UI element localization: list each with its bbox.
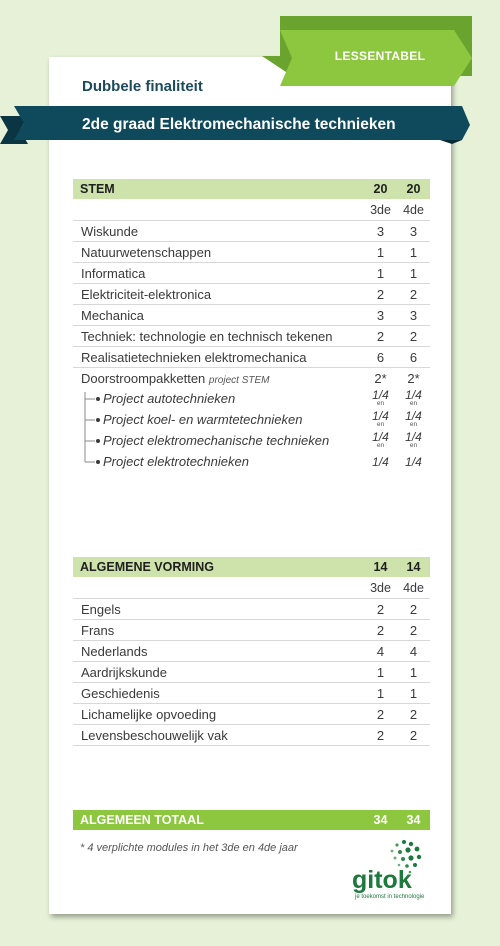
project-row: [73, 451, 430, 472]
hours-4de: 1: [397, 683, 430, 704]
total-3de: 34: [373, 813, 388, 827]
project-row: [73, 409, 430, 430]
project-row: [73, 388, 430, 409]
project-tree-lines: [83, 392, 103, 464]
fraction-3de: 1/4: [372, 455, 389, 469]
table-row: [73, 683, 430, 704]
fraction-4de: 1/4: [405, 429, 422, 444]
subject-label: Aardrijkskunde: [73, 662, 364, 683]
table-row: [73, 305, 430, 326]
algemene-hours-4de: 14: [397, 557, 430, 577]
table-row: [73, 641, 430, 662]
stem-table: [73, 179, 430, 472]
hours-4de: 4: [397, 641, 430, 662]
subject-label: Mechanica: [73, 305, 364, 326]
hours-3de: 2: [364, 725, 397, 746]
fraction-4de: 1/4: [405, 387, 422, 402]
grade-label: 4de: [403, 202, 424, 217]
page-title: Dubbele finaliteit: [82, 78, 203, 95]
en-separator: en: [376, 441, 385, 449]
hours-4de: 2: [397, 326, 430, 347]
footnote: * 4 verplichte modules in het 3de en 4de jaar: [80, 842, 298, 854]
algemene-hours-3de: 14: [364, 557, 397, 577]
total-row: [73, 810, 430, 830]
hours-4de: 6: [397, 347, 430, 368]
gitok-logo: gitok: [352, 866, 412, 894]
en-separator: en: [376, 399, 385, 407]
doorstroom-tag: project STEM: [208, 374, 270, 386]
hours-3de: 2: [364, 326, 397, 347]
hours-3de: 2*: [364, 368, 397, 389]
hours-4de: 3: [397, 305, 430, 326]
project-label: Project elektromechanische technieken: [103, 433, 330, 448]
lessentabel-label: LESSENTABEL: [334, 49, 426, 63]
subject-label: Frans: [73, 620, 364, 641]
hours-4de: 2: [397, 599, 430, 620]
en-separator: en: [376, 420, 385, 428]
hours-4de: 2: [397, 704, 430, 725]
en-separator: en: [409, 399, 418, 407]
stem-hours-3de: 20: [364, 179, 397, 199]
subject-label: Informatica: [73, 263, 364, 284]
hours-3de: 4: [364, 641, 397, 662]
project-row: [73, 430, 430, 451]
table-row: [73, 599, 430, 620]
project-label: Project koel- en warmtetechnieken: [103, 412, 303, 427]
doorstroom-label: Doorstroompakketten: [81, 370, 206, 386]
grade-label: 3de: [370, 580, 391, 595]
fraction-3de: 1/4: [372, 429, 389, 444]
hours-4de: 2: [397, 284, 430, 305]
subject-label: Lichamelijke opvoeding: [73, 704, 364, 725]
total-4de: 34: [406, 813, 421, 827]
total-label: ALGEMEEN TOTAAL: [80, 813, 204, 827]
subject-label: Wiskunde: [73, 221, 364, 242]
project-label: Project autotechnieken: [103, 391, 236, 406]
subject-label: Realisatietechnieken elektromechanica: [73, 347, 364, 368]
hours-4de: 2*: [397, 368, 430, 389]
subject-label: Levensbeschouwelijk vak: [73, 725, 364, 746]
hours-3de: 3: [364, 305, 397, 326]
fraction-4de: 1/4: [405, 408, 422, 423]
hours-3de: 2: [364, 620, 397, 641]
en-separator: en: [409, 420, 418, 428]
fraction-4de: 1/4: [405, 455, 422, 469]
grade-label: 3de: [370, 202, 391, 217]
hours-3de: 2: [364, 599, 397, 620]
subject-label: Geschiedenis: [73, 683, 364, 704]
subject-label: Elektriciteit-elektronica: [73, 284, 364, 305]
hours-3de: 1: [364, 263, 397, 284]
project-label: Project elektrotechnieken: [103, 454, 249, 469]
algemene-vorming-table: [73, 557, 430, 746]
hours-3de: 1: [364, 662, 397, 683]
table-row: [73, 725, 430, 746]
table-row: [73, 242, 430, 263]
hours-3de: 3: [364, 221, 397, 242]
hours-4de: 1: [397, 263, 430, 284]
table-row: [73, 347, 430, 368]
grade-label: 4de: [403, 580, 424, 595]
subject-label: Techniek: technologie en technisch tekenen: [73, 326, 364, 347]
fraction-3de: 1/4: [372, 387, 389, 402]
doorstroom-row: [73, 368, 430, 389]
hours-3de: 1: [364, 242, 397, 263]
table-row: [73, 704, 430, 725]
hours-3de: 2: [364, 704, 397, 725]
subject-label: Nederlands: [73, 641, 364, 662]
hours-4de: 1: [397, 662, 430, 683]
stem-grade-row: [73, 199, 430, 221]
table-row: [73, 662, 430, 683]
subject-label: Engels: [73, 599, 364, 620]
programme-title: 2de graad Elektromechanische technieken: [82, 116, 396, 133]
fraction-3de: 1/4: [372, 408, 389, 423]
hours-4de: 3: [397, 221, 430, 242]
stem-hours-4de: 20: [397, 179, 430, 199]
subject-label: Natuurwetenschappen: [73, 242, 364, 263]
hours-3de: 1: [364, 683, 397, 704]
hours-3de: 6: [364, 347, 397, 368]
stem-title: STEM: [73, 179, 364, 199]
hours-4de: 2: [397, 725, 430, 746]
algemene-header-row: [73, 557, 430, 577]
table-row: [73, 326, 430, 347]
en-separator: en: [409, 441, 418, 449]
table-row: [73, 263, 430, 284]
stem-header-row: [73, 179, 430, 199]
algemene-grade-row: [73, 577, 430, 599]
hours-4de: 1: [397, 242, 430, 263]
table-row: [73, 284, 430, 305]
table-row: [73, 221, 430, 242]
gitok-tagline: je toekomst in technologie: [355, 894, 425, 900]
hours-3de: 2: [364, 284, 397, 305]
hours-4de: 2: [397, 620, 430, 641]
algemene-title: ALGEMENE VORMING: [73, 557, 364, 577]
table-row: [73, 620, 430, 641]
